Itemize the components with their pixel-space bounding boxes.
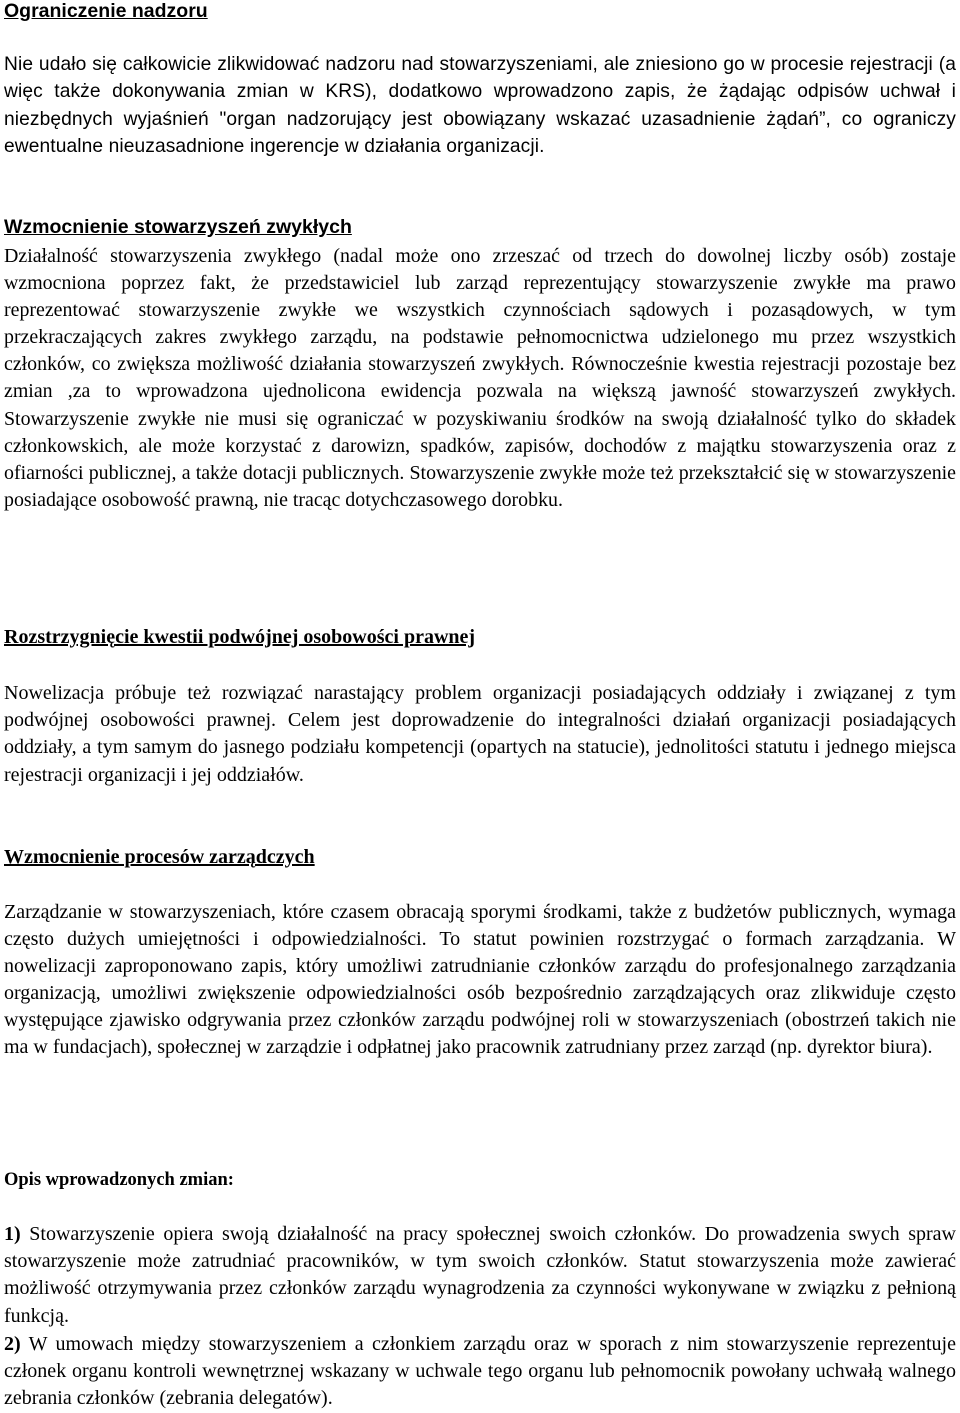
- section-heading-management: Wzmocnienie procesów zarządczych: [4, 846, 315, 868]
- section-paragraph-management: Zarządzanie w stowarzyszeniach, które czasem obracają sporymi środkami, także z budżetów publicznych, wymaga często dużych umiejętności i odpowiedzialności. To statut powinien rozstrzygać o formach zarządzania. W nowelizacji zaproponowano zapis, który umożliwi zatrudnianie członków zarządu do profesjonalnego zarządzania organizacją, umożliwi zwiększenie odpowiedzialności osób bezpośrednio zarządzających oraz zlikwiduje często występujące zjawisko odgrywania przez członków zarządu podwójnej roli w stowarzyszeniach (obostrzeń takich nie ma w fundacjach), społecznej w zarządzie i odpłatnej jako pracownik zatrudniany przez zarząd (np. dyrektor biura).: [4, 901, 956, 1059]
- change-item: [4, 1221, 956, 1330]
- section-paragraph-legal-personality: Nowelizacja próbuje też rozwiązać narastający problem organizacji posiadających oddziały i związanej z tym podwójnej osobowości prawnej. Celem jest doprowadzenie do integralności działań organizacji posiadających oddziały, a tym samym do jasnego podziału kompetencji (opartych na statucie), jednolitości statutu i jednego miejsca rejestracji organizacji i jej oddziałów.: [4, 682, 956, 786]
- section-paragraph-supervision: Nie udało się całkowicie zlikwidować nadzoru nad stowarzyszeniami, ale zniesiono go w procesie rejestracji (a więc także dokonywania zmian w KRS), dodatkowo wprowadzono zapis, że żądając odpisów uchwał i niezbędnych wyjaśnień "organ nadzorujący jest obowiązany wskazać uzasadnienie żądań”, co ograniczy ewentualne nieuzasadnione ingerencje w działania organizacji.: [4, 54, 956, 158]
- change-item-number: 1): [4, 1223, 21, 1245]
- change-item-text: Stowarzyszenie opiera swoją działalność na pracy społecznej swoich członków. Do prowadzenia swych spraw stowarzyszenie może zatrudniać pracowników, w tym swoich członków. Statut stowarzyszenia może zawierać możliwość otrzymywania przez członków zarządu wynagrodzenia za czynności wykonywane w związku z pełnioną funkcją.: [4, 1223, 956, 1327]
- section-heading-supervision: Ograniczenie nadzoru: [4, 0, 208, 22]
- change-item: [4, 1331, 956, 1413]
- section-heading-ordinary-associations: Wzmocnienie stowarzyszeń zwykłych: [4, 216, 352, 238]
- section-heading-legal-personality: Rozstrzygnięcie kwestii podwójnej osobowości prawnej: [4, 626, 476, 648]
- changes-heading: Opis wprowadzonych zmian:: [4, 1170, 234, 1190]
- change-item-number: 2): [4, 1333, 21, 1355]
- section-paragraph-ordinary-associations: Działalność stowarzyszenia zwykłego (nadal może ono zrzeszać od trzech do dowolnej liczby osób) zostaje wzmocniona poprzez fakt, że przedstawiciel lub zarząd reprezentujący stowarzyszenie zwykłe ma prawo reprezentować stowarzyszenie zwykłe we wszystkich czynnościach sądowych i pozasądowych, w tym przekraczających zakres zwykłego zarządu, na podstawie pełnomocnictwa udzielonego mu przez wszystkich członków, co zwiększa możliwość działania stowarzyszeń zwykłych. Równocześnie kwestia rejestracji pozostaje bez zmian ,za to wprowadzona ujednolicona ewidencja pozwala na większą jawność stowarzyszeń zwykłych. Stowarzyszenie zwykłe nie musi się ograniczać w pozyskiwaniu środków na swoją działalność tylko do składek członkowskich, ale może korzystać z darowizn, spadków, zapisów, dochodów z majątku stowarzyszenia oraz z ofiarności publicznej, a także dotacji publicznych. Stowarzyszenie zwykłe może też przekształcić się w stowarzyszenie posiadające osobowość prawną, nie tracąc dotychczasowego dorobku.: [4, 245, 956, 511]
- change-item-text: W umowach między stowarzyszeniem a członkiem zarządu oraz w sporach z nim stowarzyszenie reprezentuje członek organu kontroli wewnętrznej wskazany w uchwale tego organu lub pełnomocnik powołany uchwałą walnego zebrania członków (zebrania delegatów).: [4, 1333, 956, 1410]
